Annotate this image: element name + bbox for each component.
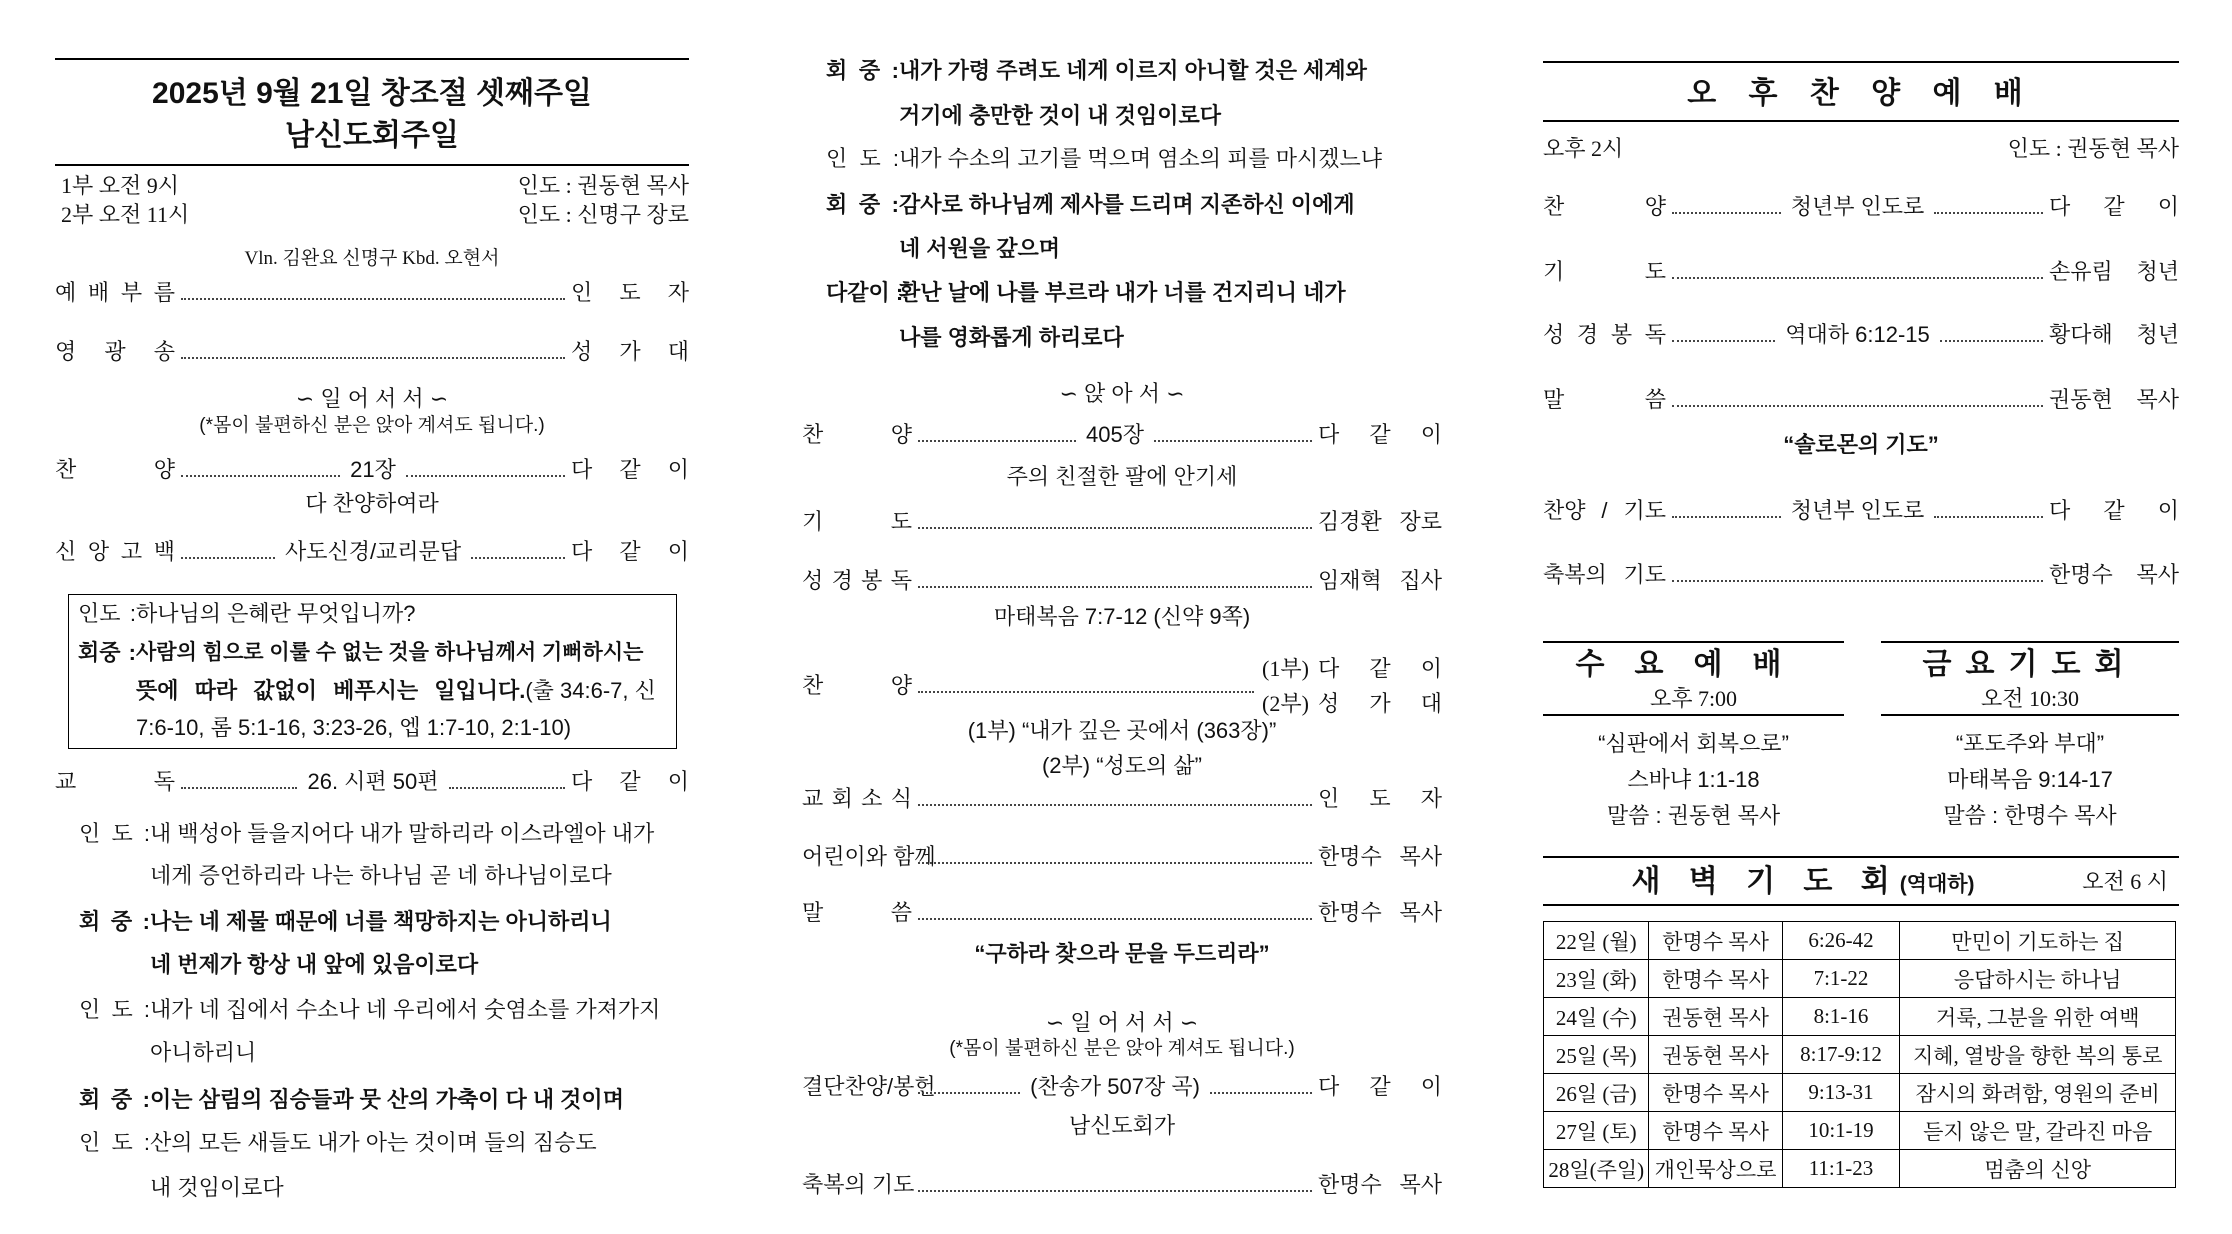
service-time: 2부 오전 11시 (61, 202, 190, 227)
order-item (55, 337, 689, 367)
center-text: (2부) “성도의 삶” (1041, 753, 1203, 778)
service-time-row (1543, 134, 2179, 164)
sermon-title: “심판에서 회복으로” (1598, 731, 1789, 756)
order-item (1543, 496, 2179, 526)
order-item (1543, 257, 2179, 287)
litany-text: 내가 네 집에서 수소나 네 우리에서 숫염소를 가져가지 (150, 997, 661, 1022)
order-label: 축복의 기도 (802, 1172, 915, 1197)
order-person: 손유림 청년 (2049, 259, 2179, 284)
dotted-leader (1940, 340, 2043, 342)
litany-text: 네 서원을 갚으며 (899, 236, 1060, 261)
dawn-schedule-table (1543, 921, 2176, 1188)
order-item (55, 767, 689, 797)
leader-cell: 한명수 목사 (1649, 960, 1782, 998)
litany-speaker: 회 중 : (79, 1087, 150, 1112)
order-detail: 청년부 인도로 (1790, 498, 1925, 523)
litany-text: 내 것임이로다 (150, 1175, 284, 1200)
center-text: Vln. 김완요 신명구 Kbd. 오현서 (244, 248, 500, 269)
divider (1543, 641, 1844, 643)
table-row (1544, 922, 2176, 960)
litany-speaker: 회 중 : (826, 58, 899, 83)
order-label: 찬 양 (55, 457, 175, 482)
section-title: 오 후 찬 양 예 배 (1687, 77, 2035, 110)
order-person: 황다해 청년 (2049, 322, 2180, 347)
order-detail: 사도신경/교리문답 (284, 539, 462, 564)
order-person: 한명수 목사 (1318, 1172, 1442, 1197)
order-label: 찬 양 (802, 673, 912, 698)
dotted-leader (1672, 405, 2043, 407)
leader-cell: 한명수 목사 (1649, 1112, 1782, 1150)
divider (1543, 120, 2179, 122)
order-label: 교 회 소 식 (802, 786, 912, 811)
order-person: 성 가 대 (571, 339, 689, 364)
order-person: 다 같 이 (571, 457, 690, 482)
dotted-leader (181, 357, 565, 359)
center-text: 주의 친절한 팔에 안기세 (1006, 464, 1238, 489)
center-text: ∽ 앉 아 서 ∽ (1059, 381, 1185, 406)
theme-cell: 잠시의 화려함, 영원의 준비 (1900, 1074, 2176, 1112)
litany-text: 거기에 충만한 것이 내 것임이로다 (899, 103, 1221, 128)
center-text: ∽ 일 어 서 서 ∽ (295, 386, 449, 411)
service-leader: 인도 : 권동현 목사 (2007, 136, 2179, 161)
order-item (802, 671, 1260, 701)
divider (1543, 714, 1844, 716)
center-text: (*몸이 불편하신 분은 앉아 계셔도 됩니다.) (199, 415, 545, 436)
center-text: (*몸이 불편하신 분은 앉아 계셔도 됩니다.) (949, 1038, 1295, 1059)
litany-line (79, 995, 660, 1025)
litany-line (79, 1128, 597, 1158)
dotted-leader (1210, 1092, 1312, 1094)
order-label: 말 씀 (1543, 387, 1666, 412)
dotted-leader (1154, 440, 1312, 442)
order-item (802, 566, 1442, 596)
litany-speaker: 회중 : (78, 640, 136, 665)
leader-cell: 개인묵상으로 (1649, 1150, 1782, 1188)
litany-line (79, 819, 654, 849)
litany-speaker: 인 도 : (826, 146, 899, 171)
order-person: 다 같 이 (2049, 194, 2179, 219)
table-row (1544, 998, 2176, 1036)
passage-cell: 11:1-23 (1782, 1150, 1900, 1188)
order-person: 한명수 목사 (1318, 900, 1442, 925)
order-label: 기 도 (802, 509, 912, 534)
litany-speaker: 인 도 : (79, 821, 150, 846)
litany-text: 내가 수소의 고기를 먹으며 염소의 피를 마시겠느냐 (899, 146, 1382, 171)
order-item (1543, 385, 2179, 415)
litany-speaker: 회 중 : (79, 909, 150, 934)
dotted-leader (181, 557, 275, 559)
order-item (1543, 560, 2179, 590)
order-person: 인 도 자 (571, 280, 689, 305)
dotted-leader (1934, 516, 2043, 518)
dotted-leader (918, 586, 1312, 588)
order-label: 성 경 봉 독 (802, 568, 912, 593)
litany-text: 7:6-10, 롬 5:1-16, 3:23-26, 엡 1:7-10, 2:1-10) (136, 715, 572, 740)
service-time: 오후 7:00 (1649, 686, 1738, 711)
sermon-title: “포도주와 부대” (1955, 731, 2105, 756)
dotted-leader (1672, 277, 2043, 279)
litany-line (79, 1085, 624, 1115)
order-item (55, 537, 689, 567)
dotted-leader (181, 787, 297, 789)
litany-line (79, 1038, 256, 1068)
dotted-leader (1934, 212, 2043, 214)
litany-text: 환난 날에 나를 부르라 내가 너를 건지리니 네가 (899, 280, 1346, 305)
divider (1543, 61, 2179, 63)
order-label: 신 앙 고 백 (55, 539, 175, 564)
service-part: (1부) (1262, 656, 1309, 681)
litany-text: 네게 증언하리라 나는 하나님 곧 네 하나님이로다 (150, 863, 612, 888)
theme-cell: 거룩, 그분을 위한 여백 (1900, 998, 2176, 1036)
litany-text: 내 백성아 들을지어다 내가 말하리라 이스라엘아 내가 (150, 821, 655, 846)
order-person: 다 같 이 (571, 539, 690, 564)
dotted-leader (918, 918, 1312, 920)
date-cell: 22일 (월) (1544, 922, 1649, 960)
order-item (55, 455, 689, 485)
order-label: 교 독 (55, 769, 175, 794)
center-text: 마태복음 7:7-12 (신약 9쪽) (993, 604, 1251, 629)
order-person: 한명수 목사 (1318, 844, 1442, 869)
date-cell: 28일(주일) (1544, 1150, 1649, 1188)
litany-speaker (78, 676, 136, 706)
order-detail: 26. 시편 50편 (307, 769, 439, 794)
order-label: 결단찬양/봉헌 (802, 1074, 936, 1099)
litany-speaker (79, 861, 150, 891)
order-item (802, 842, 1442, 872)
litany-speaker: 다같이 : (826, 280, 904, 305)
order-person: 다 같 이 (1318, 1074, 1442, 1099)
order-person: 다 같 이 (571, 769, 690, 794)
table-row (1544, 960, 2176, 998)
litany-speaker (826, 234, 899, 264)
litany-line (826, 234, 1060, 264)
litany-speaker: 인 도 : (79, 997, 150, 1022)
litany-line (826, 144, 1382, 174)
preacher: 말씀 : 한명수 목사 (1943, 803, 2117, 828)
scripture: 스바냐 1:1-18 (1627, 767, 1760, 792)
litany-text: 산의 모든 새들도 내가 아는 것이며 들의 짐승도 (150, 1130, 597, 1155)
date-cell: 23일 (화) (1544, 960, 1649, 998)
order-person: 김경환 장로 (1318, 509, 1442, 534)
responsive-line (78, 599, 416, 629)
table-row (1544, 1036, 2176, 1074)
order-person-line (1262, 654, 1442, 684)
litany-speaker (79, 1173, 150, 1203)
theme-cell: 듣지 않은 말, 갈라진 마음 (1900, 1112, 2176, 1150)
dotted-leader (918, 440, 1076, 442)
divider (55, 164, 689, 166)
order-person: 임재혁 집사 (1318, 568, 1442, 593)
responsive-line (78, 713, 571, 743)
litany-line (826, 190, 1355, 220)
passage-cell: 6:26-42 (1782, 922, 1900, 960)
order-label: 찬 양 (1543, 194, 1666, 219)
order-detail: 405장 (1086, 422, 1144, 447)
order-item (1543, 192, 2179, 222)
litany-line (826, 278, 1346, 308)
table-row (1544, 1074, 2176, 1112)
dawn-heading (1543, 867, 2063, 897)
order-person: 한명수 목사 (2049, 562, 2179, 587)
litany-speaker (79, 1038, 150, 1068)
service-time: 오후 2시 (1543, 136, 1624, 161)
leader-cell: 권동현 목사 (1649, 1036, 1782, 1074)
date-cell: 26일 (금) (1544, 1074, 1649, 1112)
passage-cell: 9:13-31 (1782, 1074, 1900, 1112)
litany-line (79, 907, 612, 937)
dotted-leader (918, 527, 1312, 529)
order-person: 다 같 이 (1318, 422, 1442, 447)
leader-cell: 권동현 목사 (1649, 998, 1782, 1036)
theme-cell: 만민이 기도하는 집 (1900, 922, 2176, 960)
dotted-leader (1672, 212, 1781, 214)
litany-line (826, 101, 1221, 131)
order-item (802, 420, 1442, 450)
litany-speaker (78, 713, 136, 743)
preacher: 말씀 : 권동현 목사 (1606, 803, 1781, 828)
passage-cell: 10:1-19 (1782, 1112, 1900, 1150)
service-part: (2부) (1262, 691, 1309, 716)
litany-text: 아니하리니 (150, 1040, 257, 1065)
order-person: 다 같 이 (1318, 656, 1442, 681)
litany-line (826, 56, 1367, 86)
litany-speaker (79, 950, 150, 980)
dawn-title: 새 벽 기 도 회 (1631, 865, 1900, 898)
order-detail: 역대하 6:12-15 (1785, 322, 1930, 347)
litany-text: 내가 가령 주려도 네게 이르지 아니할 것은 세계와 (899, 58, 1367, 83)
order-person: 성 가 대 (1318, 691, 1442, 716)
dotted-leader (181, 298, 565, 300)
litany-line (826, 323, 1124, 353)
passage-cell: 8:17-9:12 (1782, 1036, 1900, 1074)
litany-speaker (826, 323, 899, 353)
service-time: 1부 오전 9시 (61, 173, 180, 198)
dawn-time: 오전 6 시 (2082, 869, 2168, 894)
date-cell: 25일 (목) (1544, 1036, 1649, 1074)
theme-cell: 지혜, 열방을 향한 복의 통로 (1900, 1036, 2176, 1074)
litany-line (79, 861, 612, 891)
litany-speaker: 인도 : (78, 601, 136, 626)
litany-text: 나는 네 제물 때문에 너를 책망하지는 아니하리니 (150, 909, 612, 934)
dotted-leader (406, 475, 565, 477)
center-text: (1부) “내가 깊은 곳에서 (363장)” (967, 718, 1277, 743)
litany-line (79, 950, 478, 980)
order-person: 다 같 이 (2049, 498, 2179, 523)
table-row (1544, 1112, 2176, 1150)
order-person-line (1262, 689, 1442, 719)
order-detail: 21장 (350, 457, 396, 482)
order-item (802, 507, 1442, 537)
order-label: 말 씀 (802, 900, 912, 925)
order-person: 권동현 목사 (2049, 387, 2179, 412)
service-time: 오전 10:30 (1980, 686, 2080, 711)
center-text: 남신도회가 (1068, 1113, 1176, 1138)
passage-cell: 7:1-22 (1782, 960, 1900, 998)
divider (1543, 904, 2179, 906)
dotted-leader (1672, 516, 1781, 518)
service-leader: 인도 : 권동현 목사 (517, 173, 689, 198)
section-title: 남신도회주일 (285, 119, 459, 152)
litany-text: 하나님의 은혜란 무엇입니까? (136, 601, 416, 626)
responsive-line (78, 638, 643, 668)
litany-speaker (826, 101, 899, 131)
theme-cell: 멈춤의 신앙 (1900, 1150, 2176, 1188)
order-label: 영 광 송 (55, 339, 175, 364)
order-detail: (찬송가 507장 곡) (1030, 1074, 1200, 1099)
order-item (1543, 320, 2179, 350)
scripture: 마태복음 9:14-17 (1947, 767, 2113, 792)
center-text: ∽ 일 어 서 서 ∽ (1045, 1010, 1199, 1035)
order-label: 성 경 봉 독 (1543, 322, 1666, 347)
order-label: 찬 양 (802, 422, 912, 447)
litany-text: 나를 영화롭게 하리로다 (899, 325, 1124, 350)
divider (1881, 641, 2179, 643)
order-label: 찬양 / 기도 (1543, 498, 1666, 523)
section-title: 2025년 9월 21일 창조절 셋째주일 (152, 77, 592, 110)
litany-text: 이는 삼림의 짐승들과 뭇 산의 가축이 다 내 것이며 (150, 1087, 624, 1112)
order-item (802, 1072, 1442, 1102)
dotted-leader (181, 475, 340, 477)
divider (1881, 714, 2179, 716)
order-person: 인 도 자 (1318, 786, 1442, 811)
center-text: 다 찬양하여라 (305, 491, 439, 516)
date-cell: 27일 (토) (1544, 1112, 1649, 1150)
order-label: 축복의 기도 (1543, 562, 1666, 587)
divider (1543, 856, 2179, 858)
litany-text: 뜻에 따라 값없이 베푸시는 일입니다. (136, 678, 526, 703)
litany-line (79, 1173, 284, 1203)
litany-text: 네 번제가 항상 내 앞에 있음이로다 (150, 952, 479, 977)
order-label: 예 배 부 름 (55, 280, 175, 305)
center-text: “솔로몬의 기도” (1783, 432, 1939, 457)
order-detail: 청년부 인도로 (1790, 194, 1925, 219)
litany-speaker: 회 중 : (826, 192, 899, 217)
leader-cell: 한명수 목사 (1649, 1074, 1782, 1112)
order-label: 어린이와 함께 (802, 844, 936, 869)
dotted-leader (918, 1190, 1312, 1192)
service-leader: 인도 : 신명구 장로 (517, 202, 689, 227)
service-title: 금요기도회 (1922, 648, 2138, 681)
order-label: 기 도 (1543, 259, 1666, 284)
dotted-leader (918, 862, 1312, 864)
order-item (802, 784, 1442, 814)
dotted-leader (918, 691, 1254, 693)
litany-speaker: 인 도 : (79, 1130, 150, 1155)
litany-text: 사람의 힘으로 이룰 수 없는 것을 하나님께서 기뻐하시는 (136, 641, 644, 664)
order-item (802, 1170, 1442, 1200)
leader-cell: 한명수 목사 (1649, 922, 1782, 960)
dotted-leader (449, 787, 565, 789)
theme-cell: 응답하시는 하나님 (1900, 960, 2176, 998)
table-row (1544, 1150, 2176, 1188)
dotted-leader (1672, 580, 2043, 582)
divider (55, 58, 689, 60)
dotted-leader (918, 1092, 1020, 1094)
scripture-reference: (출 34:6-7, 신 (525, 678, 656, 703)
date-cell: 24일 (수) (1544, 998, 1649, 1036)
center-text: “구하라 찾으라 문을 두드리라” (974, 941, 1270, 966)
order-item (55, 278, 689, 308)
order-item (802, 898, 1442, 928)
responsive-line (78, 676, 656, 706)
service-time-row (61, 171, 689, 201)
dawn-subtitle: (역대하) (1899, 873, 1975, 896)
service-time-row (61, 200, 689, 230)
dotted-leader (918, 804, 1312, 806)
dotted-leader (1672, 340, 1775, 342)
litany-text: 감사로 하나님께 제사를 드리며 지존하신 이에게 (899, 192, 1355, 217)
passage-cell: 8:1-16 (1782, 998, 1900, 1036)
service-title: 수요예배 (1575, 648, 1812, 681)
dotted-leader (471, 557, 565, 559)
